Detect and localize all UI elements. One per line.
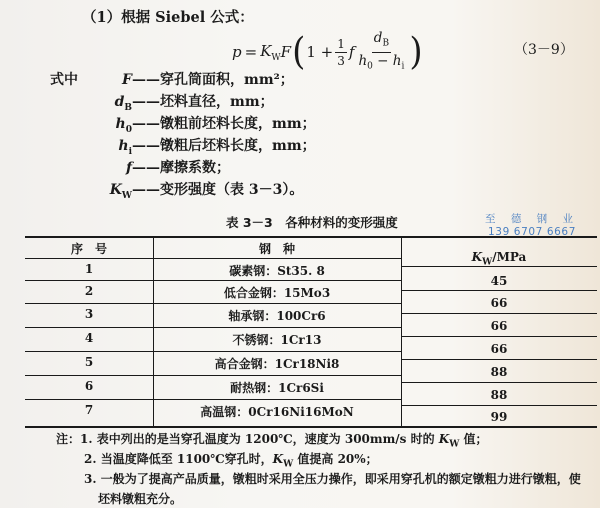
row-7-no: 7 — [84, 403, 94, 417]
definition-row: $d_B——$坯料直径，mm； — [114, 94, 274, 113]
row-rule — [25, 375, 401, 376]
header-kw: $K_W$/MPa — [471, 250, 527, 268]
formula-lhs: p — [232, 43, 242, 62]
note-1: 注：1. 表中列出的是当穿孔温度为 1200℃，速度为 300mm/s 时的 $K_W$ 值； — [56, 432, 488, 450]
siebel-formula — [232, 30, 424, 74]
formula-one-plus: 1 + — [306, 43, 334, 62]
row-rule — [401, 290, 597, 291]
row-rule — [401, 382, 597, 383]
row-6-no: 6 — [84, 379, 94, 393]
definitions-lead: 式中 — [50, 72, 78, 88]
row-rule — [25, 258, 401, 259]
row-2-steel: 低合金钢：15Mo3 — [223, 286, 331, 300]
row-rule — [25, 280, 401, 281]
row-3-no: 3 — [84, 307, 94, 321]
row-1-kw: 45 — [490, 274, 508, 288]
formula-f: F — [280, 43, 292, 62]
definition-row: $K_W——$变形强度（表 3－3）。 — [109, 182, 304, 201]
note-3-continued: 坯料镦粗充分。 — [98, 492, 183, 506]
table-top-rule — [25, 236, 597, 238]
row-4-steel: 不锈钢：1Cr13 — [232, 333, 322, 347]
right-paren: ) — [409, 30, 423, 75]
left-paren: ( — [292, 30, 306, 75]
row-3-kw: 66 — [490, 319, 508, 333]
row-5-kw: 88 — [490, 365, 508, 379]
row-rule — [401, 359, 597, 360]
row-rule — [25, 327, 401, 328]
row-4-kw: 66 — [490, 342, 508, 356]
row-6-kw: 88 — [490, 388, 508, 402]
row-5-no: 5 — [84, 355, 94, 369]
note-2: 2. 当温度降低至 1100℃穿孔时，$K_W$ 值提高 20%； — [84, 452, 378, 470]
row-rule — [401, 266, 597, 267]
header-no: 序 号 — [70, 242, 107, 256]
row-1-steel: 碳素钢：St35. 8 — [229, 264, 325, 278]
row-rule — [25, 399, 401, 400]
note-3: 3. 一般为了提高产品质量，镦粗时采用全压力操作，即采用穿孔机的额定镦粗力进行镦粗，使 — [84, 472, 581, 486]
definition-row: $h_0——$镦粗前坯料长度，mm； — [115, 116, 316, 135]
fraction-one-third: $\frac{1}{3}$ — [337, 36, 345, 68]
section-heading: （1）根据 Siebel 公式： — [82, 9, 254, 26]
formula-equals: = — [244, 43, 258, 62]
watermark-name: 至 德 钢 业 — [485, 213, 580, 225]
watermark-phone: 139 6707 6667 — [488, 226, 576, 238]
row-7-steel: 高温钢：0Cr16Ni16MoN — [200, 405, 354, 419]
row-5-steel: 高合金钢：1Cr18Ni8 — [214, 357, 340, 371]
formula-k: $K_W$ — [260, 41, 281, 63]
row-rule — [401, 336, 597, 337]
definition-row: $h_i——$镦粗后坯料长度，mm； — [118, 138, 316, 157]
header-steel: 钢 种 — [258, 242, 295, 256]
row-4-no: 4 — [84, 331, 94, 345]
row-2-no: 2 — [84, 284, 94, 298]
equation-number: （3－9） — [514, 42, 574, 58]
fraction-diameter-over-height: $\frac{d_B}{h_0 - h_i}$ — [358, 30, 405, 72]
row-rule — [25, 351, 401, 352]
deformation-strength-table — [25, 236, 597, 428]
row-rule — [401, 313, 597, 314]
table-title: 表 3－3 各种材料的变形强度 — [226, 215, 398, 230]
row-1-no: 1 — [84, 262, 94, 276]
row-rule — [401, 405, 597, 406]
definition-row: f——摩擦系数； — [125, 160, 230, 176]
formula-friction: f — [348, 43, 355, 62]
row-6-steel: 耐热钢：1Cr6Si — [230, 381, 324, 395]
definition-row: F——穿孔筒面积，mm²； — [122, 72, 294, 88]
row-rule — [25, 303, 401, 304]
table-bottom-rule — [25, 426, 597, 428]
row-3-steel: 轴承钢：100Cr6 — [228, 309, 326, 323]
row-2-kw: 66 — [490, 296, 508, 310]
row-7-kw: 99 — [490, 410, 508, 424]
